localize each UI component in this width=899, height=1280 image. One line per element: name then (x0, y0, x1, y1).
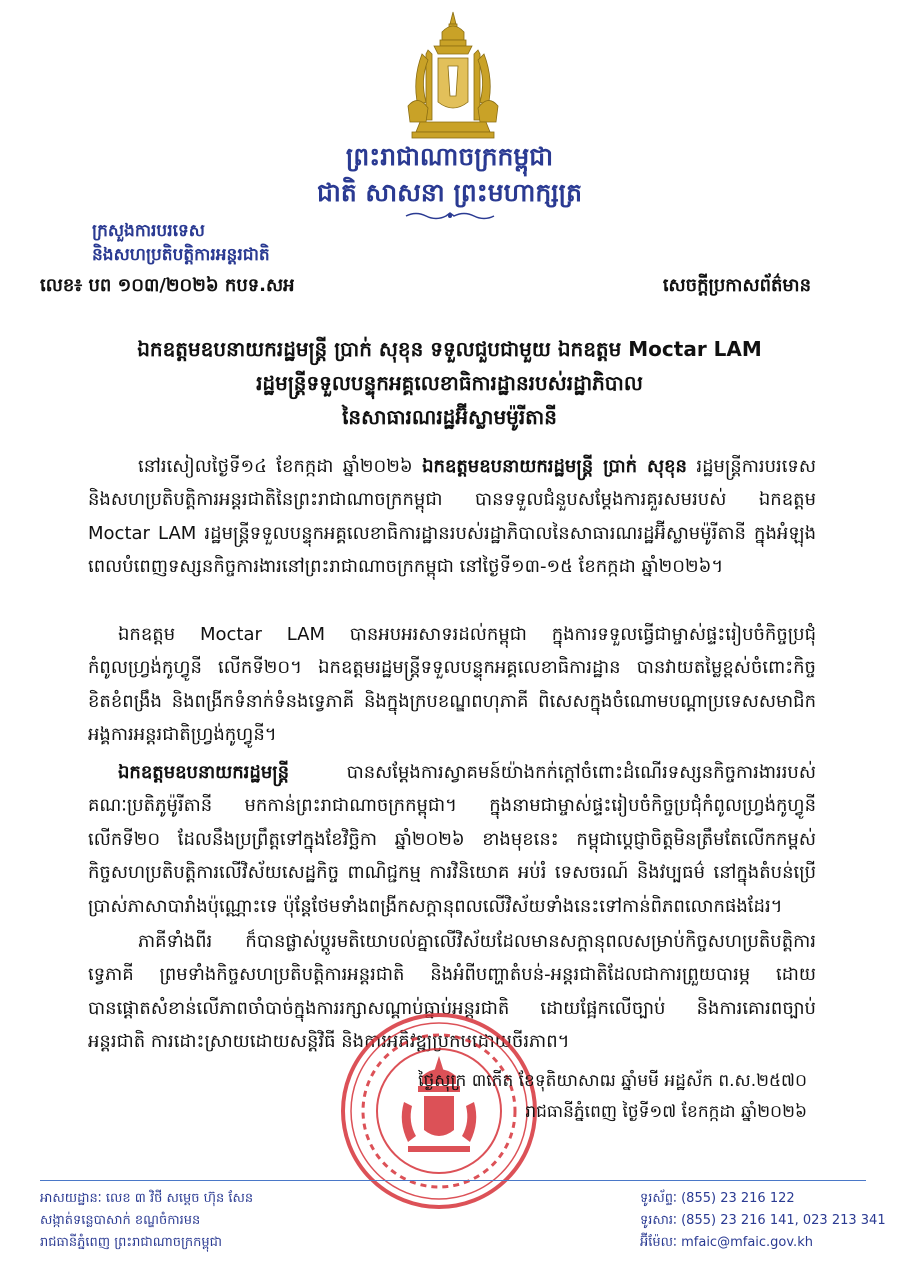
royal-coat-of-arms-icon (398, 10, 508, 142)
paragraph-3 (88, 756, 816, 923)
footer-divider (40, 1180, 866, 1181)
paragraph-3-text: បានសម្តែងការស្វាគមន៍យ៉ាងកក់ក្តៅចំពោះដំណើរទស្សនកិច្ចការងាររបស់គណៈប្រតិភូម៉ូរីតានី មកកាន់ព្រះរាជាណាចក្រកម្ពុជា។ ក្នុងនាមជាម្ចាស់ផ្ទះរៀបចំកិច្ចប្រជុំកំពូលហ្វ្រង់កូហ្វូនី លើកទី២០ ដែលនឹងប្រព្រឹត្តទៅក្នុងខែវិច្ឆិកា ឆ្នាំ២០២៦ ខាងមុខនេះ កម្ពុជាប្តេជ្ញាចិត្តមិនត្រឹមតែលើកកម្ពស់កិច្ចសហប្រតិបត្តិការលើវិស័យសេដ្ឋកិច្ច ពាណិជ្ជកម្ម ការវិនិយោគ អប់រំ ទេសចរណ៍ និងវប្បធម៌ នៅក្នុងតំបន់ប្រើប្រាស់ភាសាបារាំងប៉ុណ្ណោះទេ ប៉ុន្តែថែមទាំងពង្រីកសក្តានុពលលើវិស័យទាំងនេះទៅកាន់ពិភពលោកផងដែរ។ (88, 762, 816, 917)
dateline-lunar: ថ្ងៃសុក្រ ៣កើត ខែទុតិយាសាឍ ឆ្នាំមមី អដ្ឋស័ក ព.ស.២៥៧០ (418, 1071, 807, 1091)
paragraph-1-text: រដ្ឋមន្ត្រីការបរទេស និងសហប្រតិបត្តិការអន្តរជាតិនៃព្រះរាជាណាចក្រកម្ពុជា បានទទួលជំនួបសម្តែងការគួរសមរបស់ ឯកឧត្តម Moctar LAM រដ្ឋមន្ត្រីទទួលបន្ទុកអគ្គលេខាធិការដ្ឋានរបស់រដ្ឋាភិបាលនៃសាធារណរដ្ឋអ៊ីស្លាមម៉ូរីតានី ក្នុងអំឡុងពេលបំពេញទស្សនកិច្ចការងារនៅព្រះរាជាណាចក្រកម្ពុជា នៅថ្ងៃទី១៣-១៥ ខែកក្កដា ឆ្នាំ២០២៦។ (88, 456, 816, 578)
paragraph-1-lead: នៅរសៀលថ្ងៃទី១៤ ខែកក្កដា ឆ្នាំ២០២៦ (138, 456, 413, 477)
press-release-title-line3: នៃសាធារណរដ្ឋអ៊ីស្លាមម៉ូរីតានី (342, 405, 557, 429)
reference-number: លេខ៖ បព ១០៣/២០២៦ កបទ.សអ (40, 275, 295, 296)
deputy-prime-minister-name: ឯកឧត្តមឧបនាយករដ្ឋមន្ត្រី ប្រាក់ សុខុន (422, 456, 687, 477)
kingdom-name: ព្រះរាជាណាចក្រកម្ពុជា (345, 142, 554, 171)
footer-email[interactable]: អ៊ីម៉ែលៈ mfaic@mfaic.gov.kh (640, 1235, 813, 1250)
paragraph-4: ភាគីទាំងពីរ ក៏បានផ្លាស់ប្តូរមតិយោបល់គ្នាលើវិស័យដែលមានសក្តានុពលសម្រាប់កិច្ចសហប្រតិបត្តិការទ្វេភាគី ព្រមទាំងកិច្ចសហប្រតិបត្តិការអន្តរជាតិ និងអំពីបញ្ហាតំបន់-អន្តរជាតិដែលជាការព្រួយបារម្ភ ដោយបានផ្តោតសំខាន់លើភាពចាំបាច់ក្នុងការរក្សាសណ្តាប់ធ្នាប់អន្តរជាតិ ដោយផ្អែកលើច្បាប់ និងការគោរពច្បាប់អន្តរជាតិ ការដោះស្រាយដោយសន្តិវិធី និងការអភិវឌ្ឍប្រកបដោយចីរភាព។ (88, 931, 816, 1053)
footer-address-line3: រាជធានីភ្នំពេញ ព្រះរាជាណាចក្រកម្ពុជា (40, 1235, 222, 1250)
dateline-solar: រាជធានីភ្នំពេញ ថ្ងៃទី១៧ ខែកក្កដា ឆ្នាំ២០២៦ (525, 1102, 807, 1122)
ministry-name-line2: និងសហប្រតិបត្តិការអន្តរជាតិ (92, 245, 270, 265)
footer-phone: ទូរស័ព្ទៈ (855) 23 216 122 (640, 1191, 795, 1206)
footer-fax: ទូរសារៈ (855) 23 216 141, 023 213 341 (640, 1213, 886, 1228)
footer-address-line2: សង្កាត់ទន្លេបាសាក់ ខណ្ឌចំការមន (40, 1213, 201, 1228)
ministry-official-seal-icon (338, 1010, 540, 1212)
paragraph-1 (88, 450, 816, 584)
press-release-title-line2: រដ្ឋមន្ត្រីទទួលបន្ទុកអគ្គលេខាធិការដ្ឋានរបស់រដ្ឋាភិបាល (256, 371, 643, 395)
paragraph-3-lead: ឯកឧត្តមឧបនាយករដ្ឋមន្ត្រី (118, 762, 290, 783)
ornament-divider-icon (404, 211, 496, 221)
paragraph-2: ឯកឧត្តម Moctar LAM បានអបអរសាទរដល់កម្ពុជា ក្នុងការទទួលធ្វើជាម្ចាស់ផ្ទះរៀបចំកិច្ចប្រជុំកំពូលហ្វ្រង់កូហ្វូនី លើកទី២០។ ឯកឧត្តមរដ្ឋមន្ត្រីទទួលបន្ទុកអគ្គលេខាធិការដ្ឋាន បានវាយតម្លៃខ្ពស់ចំពោះកិច្ចខិតខំពង្រឹង និងពង្រីកទំនាក់ទំនងទ្វេភាគី និងក្នុងក្របខណ្ឌពហុភាគី ពិសេសក្នុងចំណោមបណ្តាប្រទេសសមាជិកអង្គការអន្តរជាតិហ្វ្រង់កូហ្វូនី។ (88, 624, 816, 746)
press-release-title-line1: ឯកឧត្តមឧបនាយករដ្ឋមន្ត្រី ប្រាក់ សុខុន ទទួលជួបជាមួយ ឯកឧត្តម Moctar LAM (137, 337, 762, 361)
footer-address-line1: អាសយដ្ឋានៈ លេខ ៣ វិថី សម្តេច ហ៊ុន សែន (40, 1191, 254, 1206)
ministry-name-line1: ក្រសួងការបរទេស (92, 221, 205, 241)
national-motto: ជាតិ សាសនា ព្រះមហាក្សត្រ (317, 178, 582, 207)
document-type: សេចក្តីប្រកាសព័ត៌មាន (662, 275, 811, 296)
